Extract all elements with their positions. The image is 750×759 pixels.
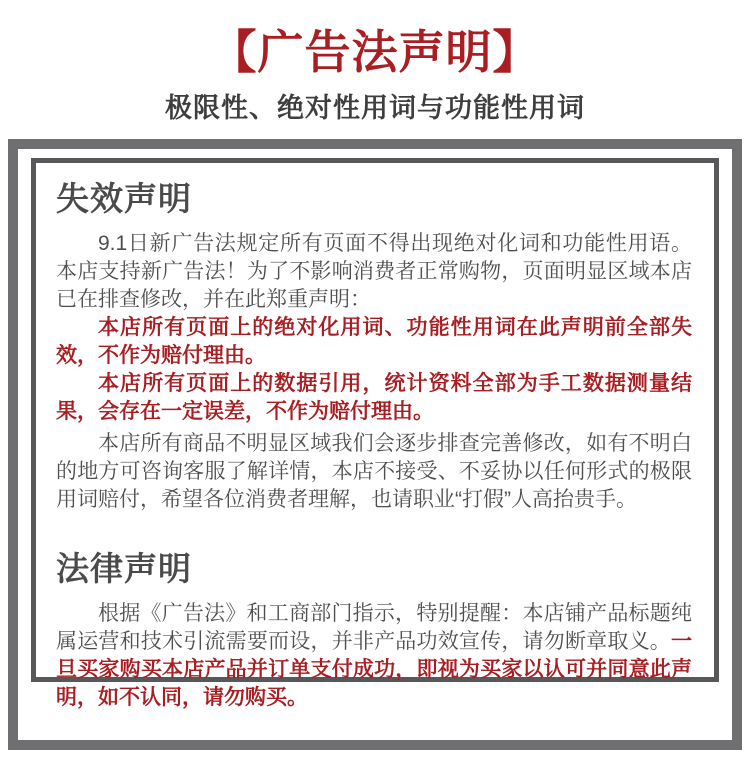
invalid-statement-paragraph: 本店所有商品不明显区域我们会逐步排查完善修改，如有不明白的地方可咨询客服了解详情，本店不接受、不妥协以任何形式的极限用词赔付，希望各位消费者理解，也请职业“打假”人高抬贵手。 — [56, 432, 692, 511]
statement-inner-frame — [31, 158, 719, 709]
invalid-statement-heading: 失效声明 — [56, 180, 192, 217]
invalid-statement-paragraph: 9.1日新广告法规定所有页面不得出现绝对化词和功能性用语。本店支持新广告法！为了不影响消费者正常购物，页面明显区域本店已在排查修改，并在此郑重声明： — [56, 232, 692, 311]
page-header — [0, 0, 750, 124]
legal-intro-text: 根据《广告法》和工商部门指示，特别提醒：本店铺产品标题纯属运营和技术引流需要而设，并非产品功效宣传，请勿断章取义。 — [56, 602, 692, 653]
invalid-statement-paragraph-emphasis: 本店所有页面上的数据引用，统计资料全部为手工数据测量结果，会存在一定误差，不作为赔付理由。 — [56, 372, 692, 423]
page-title: 【广告法声明】 — [210, 26, 540, 78]
invalid-statement-paragraph-emphasis: 本店所有页面上的绝对化用词、功能性用词在此声明前全部失效，不作为赔付理由。 — [56, 316, 692, 367]
legal-statement-paragraph — [56, 600, 692, 712]
legal-warning-text: 一旦买家购买本店产品并订单支付成功，即视为买家以认可并同意此声明，如不认同，请勿购买。 — [56, 630, 692, 709]
legal-statement-heading: 法律声明 — [56, 550, 192, 587]
statement-outer-frame — [8, 139, 742, 750]
page-subtitle: 极限性、绝对性用词与功能性用词 — [165, 93, 585, 123]
